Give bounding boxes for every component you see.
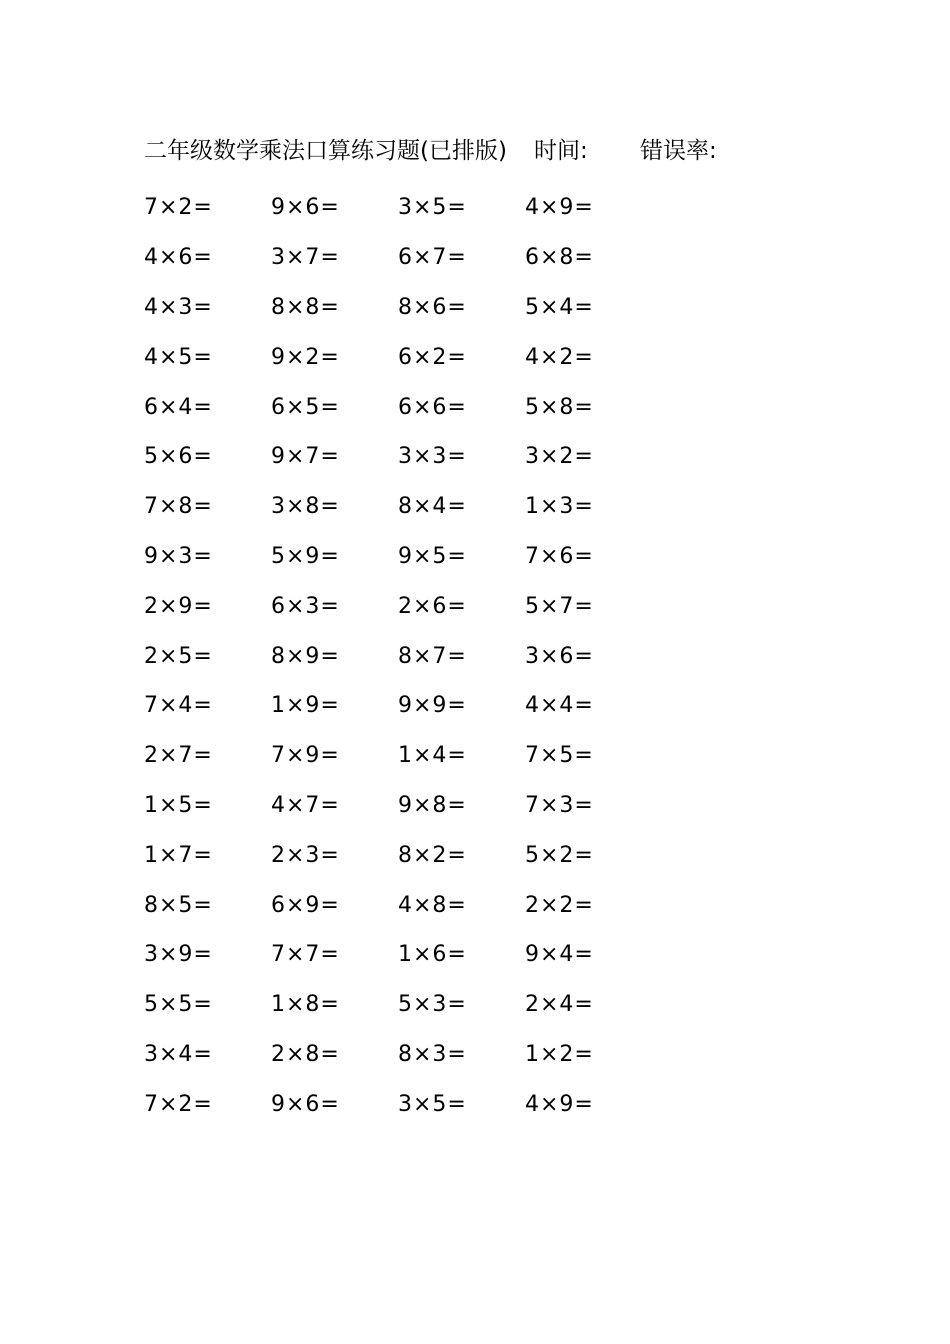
problem-item: 1×7= bbox=[144, 842, 213, 868]
problem-row bbox=[144, 332, 664, 382]
problem-item: 2×3= bbox=[271, 842, 340, 868]
problem-item: 4×7= bbox=[271, 792, 340, 818]
problem-item: 5×9= bbox=[271, 543, 340, 569]
error-rate-label: 错误率: bbox=[640, 138, 717, 164]
problem-grid bbox=[144, 183, 664, 1129]
problem-item: 9×6= bbox=[271, 1091, 340, 1117]
problem-item: 7×2= bbox=[144, 195, 213, 221]
problem-row bbox=[144, 830, 664, 880]
problem-item: 9×3= bbox=[144, 543, 213, 569]
problem-item: 7×4= bbox=[144, 693, 213, 719]
problem-item: 7×3= bbox=[525, 792, 594, 818]
problem-item: 5×2= bbox=[525, 842, 594, 868]
problem-item: 3×2= bbox=[525, 444, 594, 470]
problem-item: 6×9= bbox=[271, 892, 340, 918]
problem-item: 2×7= bbox=[144, 743, 213, 769]
problem-item: 6×2= bbox=[398, 344, 467, 370]
problem-item: 8×6= bbox=[398, 294, 467, 320]
problem-item: 7×9= bbox=[271, 743, 340, 769]
problem-row bbox=[144, 532, 664, 582]
problem-row bbox=[144, 681, 664, 731]
problem-item: 5×3= bbox=[398, 992, 467, 1018]
problem-item: 3×7= bbox=[271, 245, 340, 271]
problem-row bbox=[144, 581, 664, 631]
problem-row bbox=[144, 880, 664, 930]
problem-item: 9×9= bbox=[398, 693, 467, 719]
problem-item: 5×7= bbox=[525, 593, 594, 619]
problem-item: 5×8= bbox=[525, 394, 594, 420]
problem-item: 4×9= bbox=[525, 1091, 594, 1117]
problem-row bbox=[144, 1030, 664, 1080]
problem-item: 6×7= bbox=[398, 245, 467, 271]
problem-item: 1×6= bbox=[398, 942, 467, 968]
worksheet-header bbox=[144, 133, 904, 169]
problem-item: 6×6= bbox=[398, 394, 467, 420]
problem-item: 2×9= bbox=[144, 593, 213, 619]
problem-item: 4×2= bbox=[525, 344, 594, 370]
problem-item: 9×4= bbox=[525, 942, 594, 968]
problem-item: 7×5= bbox=[525, 743, 594, 769]
problem-item: 9×6= bbox=[271, 195, 340, 221]
problem-item: 4×3= bbox=[144, 294, 213, 320]
problem-item: 1×2= bbox=[525, 1041, 594, 1067]
problem-item: 2×8= bbox=[271, 1041, 340, 1067]
problem-item: 3×3= bbox=[398, 444, 467, 470]
problem-item: 1×3= bbox=[525, 494, 594, 520]
problem-item: 4×8= bbox=[398, 892, 467, 918]
problem-item: 3×5= bbox=[398, 1091, 467, 1117]
problem-item: 2×6= bbox=[398, 593, 467, 619]
problem-item: 6×3= bbox=[271, 593, 340, 619]
problem-item: 2×2= bbox=[525, 892, 594, 918]
problem-item: 3×8= bbox=[271, 494, 340, 520]
problem-row bbox=[144, 631, 664, 681]
problem-item: 3×4= bbox=[144, 1041, 213, 1067]
problem-item: 8×7= bbox=[398, 643, 467, 669]
problem-item: 9×8= bbox=[398, 792, 467, 818]
problem-item: 1×5= bbox=[144, 792, 213, 818]
problem-item: 9×5= bbox=[398, 543, 467, 569]
problem-item: 7×8= bbox=[144, 494, 213, 520]
problem-item: 1×9= bbox=[271, 693, 340, 719]
problem-item: 2×4= bbox=[525, 992, 594, 1018]
problem-item: 9×7= bbox=[271, 444, 340, 470]
problem-item: 4×6= bbox=[144, 245, 213, 271]
problem-row bbox=[144, 432, 664, 482]
problem-row bbox=[144, 382, 664, 432]
problem-item: 7×6= bbox=[525, 543, 594, 569]
problem-row bbox=[144, 283, 664, 333]
problem-row bbox=[144, 233, 664, 283]
time-label: 时间: bbox=[534, 138, 588, 164]
problem-item: 1×4= bbox=[398, 743, 467, 769]
problem-row bbox=[144, 183, 664, 233]
problem-row bbox=[144, 781, 664, 831]
problem-item: 5×5= bbox=[144, 992, 213, 1018]
problem-item: 8×9= bbox=[271, 643, 340, 669]
problem-item: 3×6= bbox=[525, 643, 594, 669]
problem-item: 1×8= bbox=[271, 992, 340, 1018]
problem-row bbox=[144, 1079, 664, 1129]
problem-item: 4×4= bbox=[525, 693, 594, 719]
problem-item: 4×5= bbox=[144, 344, 213, 370]
problem-item: 8×8= bbox=[271, 294, 340, 320]
problem-item: 3×9= bbox=[144, 942, 213, 968]
problem-item: 8×4= bbox=[398, 494, 467, 520]
problem-item: 6×4= bbox=[144, 394, 213, 420]
problem-item: 6×8= bbox=[525, 245, 594, 271]
problem-row bbox=[144, 980, 664, 1030]
problem-item: 8×2= bbox=[398, 842, 467, 868]
problem-item: 4×9= bbox=[525, 195, 594, 221]
problem-item: 6×5= bbox=[271, 394, 340, 420]
worksheet-title: 二年级数学乘法口算练习题(已排版) bbox=[144, 138, 507, 164]
problem-item: 7×2= bbox=[144, 1091, 213, 1117]
problem-item: 9×2= bbox=[271, 344, 340, 370]
problem-item: 7×7= bbox=[271, 942, 340, 968]
problem-item: 5×6= bbox=[144, 444, 213, 470]
problem-item: 3×5= bbox=[398, 195, 467, 221]
problem-item: 2×5= bbox=[144, 643, 213, 669]
problem-item: 8×3= bbox=[398, 1041, 467, 1067]
problem-row bbox=[144, 930, 664, 980]
problem-row bbox=[144, 482, 664, 532]
problem-row bbox=[144, 731, 664, 781]
problem-item: 5×4= bbox=[525, 294, 594, 320]
problem-item: 8×5= bbox=[144, 892, 213, 918]
